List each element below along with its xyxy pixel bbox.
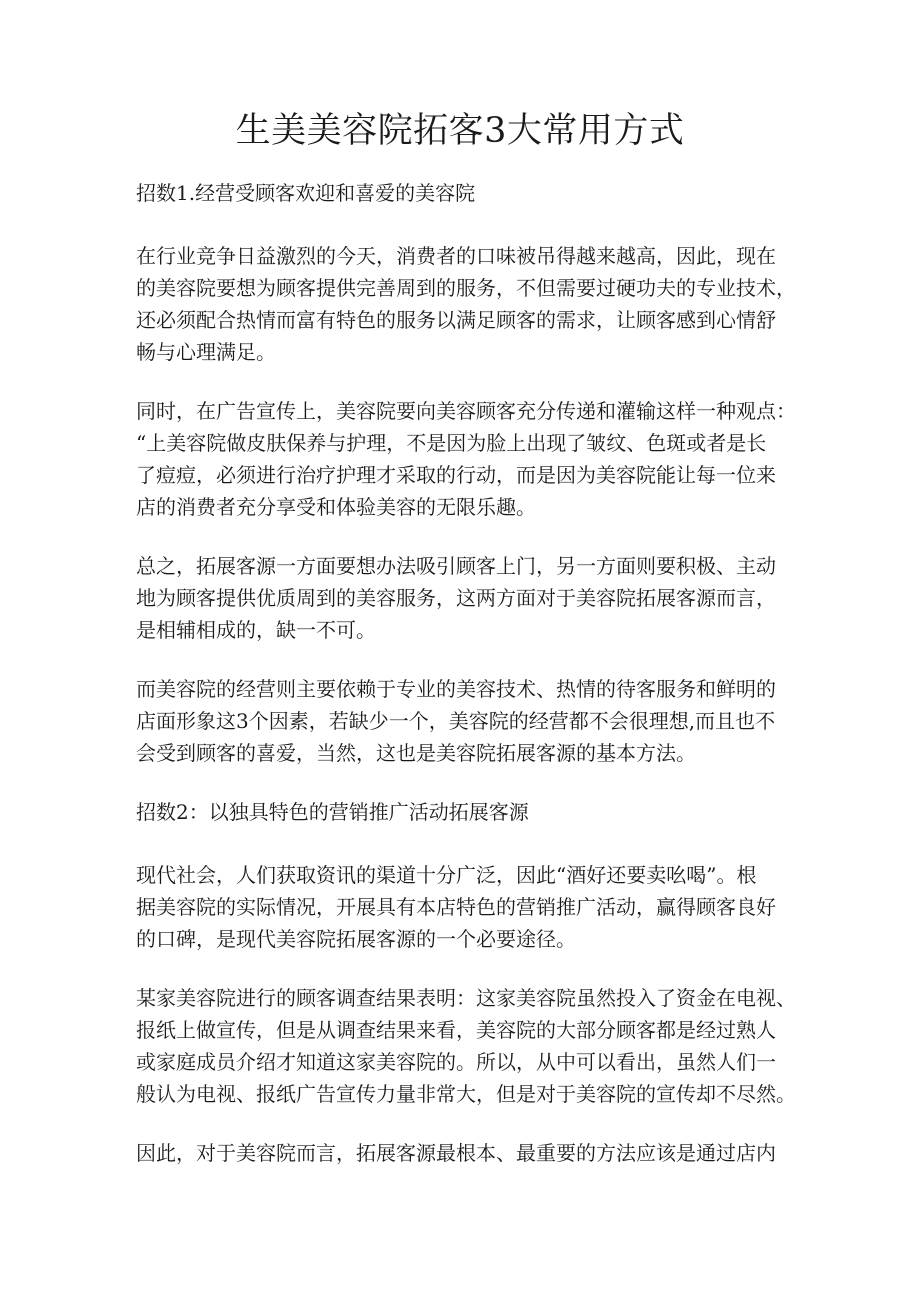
text-line: 在行业竞争日益激烈的今天，消费者的口味被吊得越来越高，因此，现在 [136,244,776,268]
text-line: “上美容院做皮肤保养与护理，不是因为脸上出现了皱纹、色斑或者是长 [136,431,767,455]
text-line: 畅与心理满足。 [136,340,276,364]
text-line: 据美容院的实际情况，开展具有本店特色的营销推广活动，赢得顾客良好 [136,895,776,919]
document-title: 生美美容院拓客3大常用方式 [235,111,685,151]
text-line: 店的消费者充分享受和体验美容的无限乐趣。 [136,495,536,519]
paragraph [136,550,786,646]
text-line: 的美容院要想为顾客提供完善周到的服务，不但需要过硬功夫的专业技术， [136,276,796,300]
text-line: 同时，在广告宣传上，美容院要向美容顾客充分传递和灌输这样一种观点： [136,399,796,423]
text-line: 而美容院的经营则主要依赖于专业的美容技术、热情的待客服务和鲜明的 [136,677,776,701]
text-line: 般认为电视、报纸广告宣传力量非常大，但是对于美容院的宣传却不尽然。 [136,1082,796,1106]
paragraph [136,673,786,769]
text-line: 了痘痘，必须进行治疗护理才采取的行动，而是因为美容院能让每一位来 [136,463,776,487]
paragraph [136,859,786,955]
text-line: 还必须配合热情而富有特色的服务以满足顾客的需求，让顾客感到心情舒 [136,308,776,332]
section-heading: 招数2：以独具特色的营销推广活动拓展客源 [136,800,529,824]
text-line: 店面形象这3个因素，若缺少一个，美容院的经营都不会很理想,而且也不 [136,709,776,733]
paragraph [136,1137,786,1169]
section-heading: 招数1.经营受顾客欢迎和喜爱的美容院 [136,181,476,205]
text-line: 地为顾客提供优质周到的美容服务，这两方面对于美容院拓展客源而言， [136,586,776,610]
text-line: 的口碑，是现代美容院拓展客源的一个必要途径。 [136,927,576,951]
document-body [136,177,796,1196]
paragraph [136,982,796,1110]
text-line: 或家庭成员介绍才知道这家美容院的。所以，从中可以看出，虽然人们一 [136,1050,776,1074]
text-line: 现代社会，人们获取资讯的渠道十分广泛，因此“酒好还要卖吆喝”。根 [136,863,757,887]
text-line: 因此，对于美容院而言，拓展客源最根本、最重要的方法应该是通过店内 [136,1141,776,1165]
text-line: 会受到顾客的喜爱，当然，这也是美容院拓展客源的基本方法。 [136,741,696,765]
paragraph [136,395,796,523]
text-line: 报纸上做宣传，但是从调查结果来看，美容院的大部分顾客都是经过熟人 [136,1018,776,1042]
paragraph [136,240,796,368]
text-line: 某家美容院进行的顾客调查结果表明：这家美容院虽然投入了资金在电视、 [136,986,796,1010]
text-line: 总之，拓展客源一方面要想办法吸引顾客上门，另一方面则要积极、主动 [136,554,776,578]
text-line: 是相辅相成的，缺一不可。 [136,618,376,642]
